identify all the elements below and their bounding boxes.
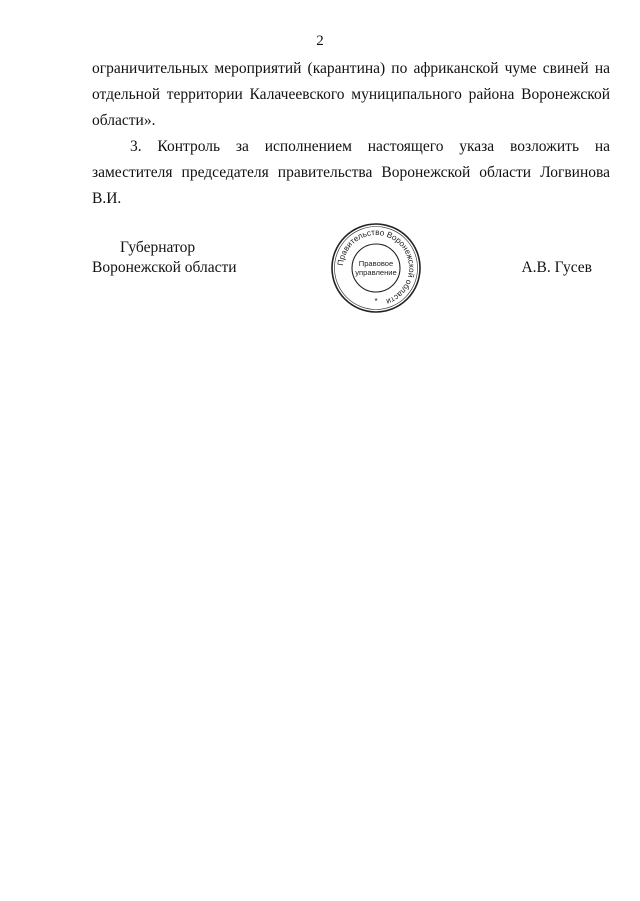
signatory-title-line1: Губернатор (120, 239, 196, 256)
paragraph-item-3: 3. Контроль за исполнением настоящего указа возложить на заместителя председателя правительства Воронежской области Логвинова В.И. (92, 138, 610, 207)
page-number: 2 (316, 33, 324, 49)
document-body (92, 56, 610, 212)
signatory-name: А.В. Гусев (521, 259, 592, 276)
stamp-ring-text: Правительство Воронежской области (336, 227, 417, 307)
paragraph-continuation: ограничительных мероприятий (карантина) по африканской чуме свиней на отдельной территории Калачеевского муниципального района Воронежской области». (92, 60, 610, 129)
signatory-title-line2: Воронежской области (92, 259, 237, 276)
official-stamp (330, 222, 422, 314)
stamp-center-line2: управление (355, 268, 397, 277)
signatory-title (92, 238, 237, 278)
stamp-center-line1: Правовое (358, 259, 394, 268)
stamp-star: * (374, 297, 378, 306)
